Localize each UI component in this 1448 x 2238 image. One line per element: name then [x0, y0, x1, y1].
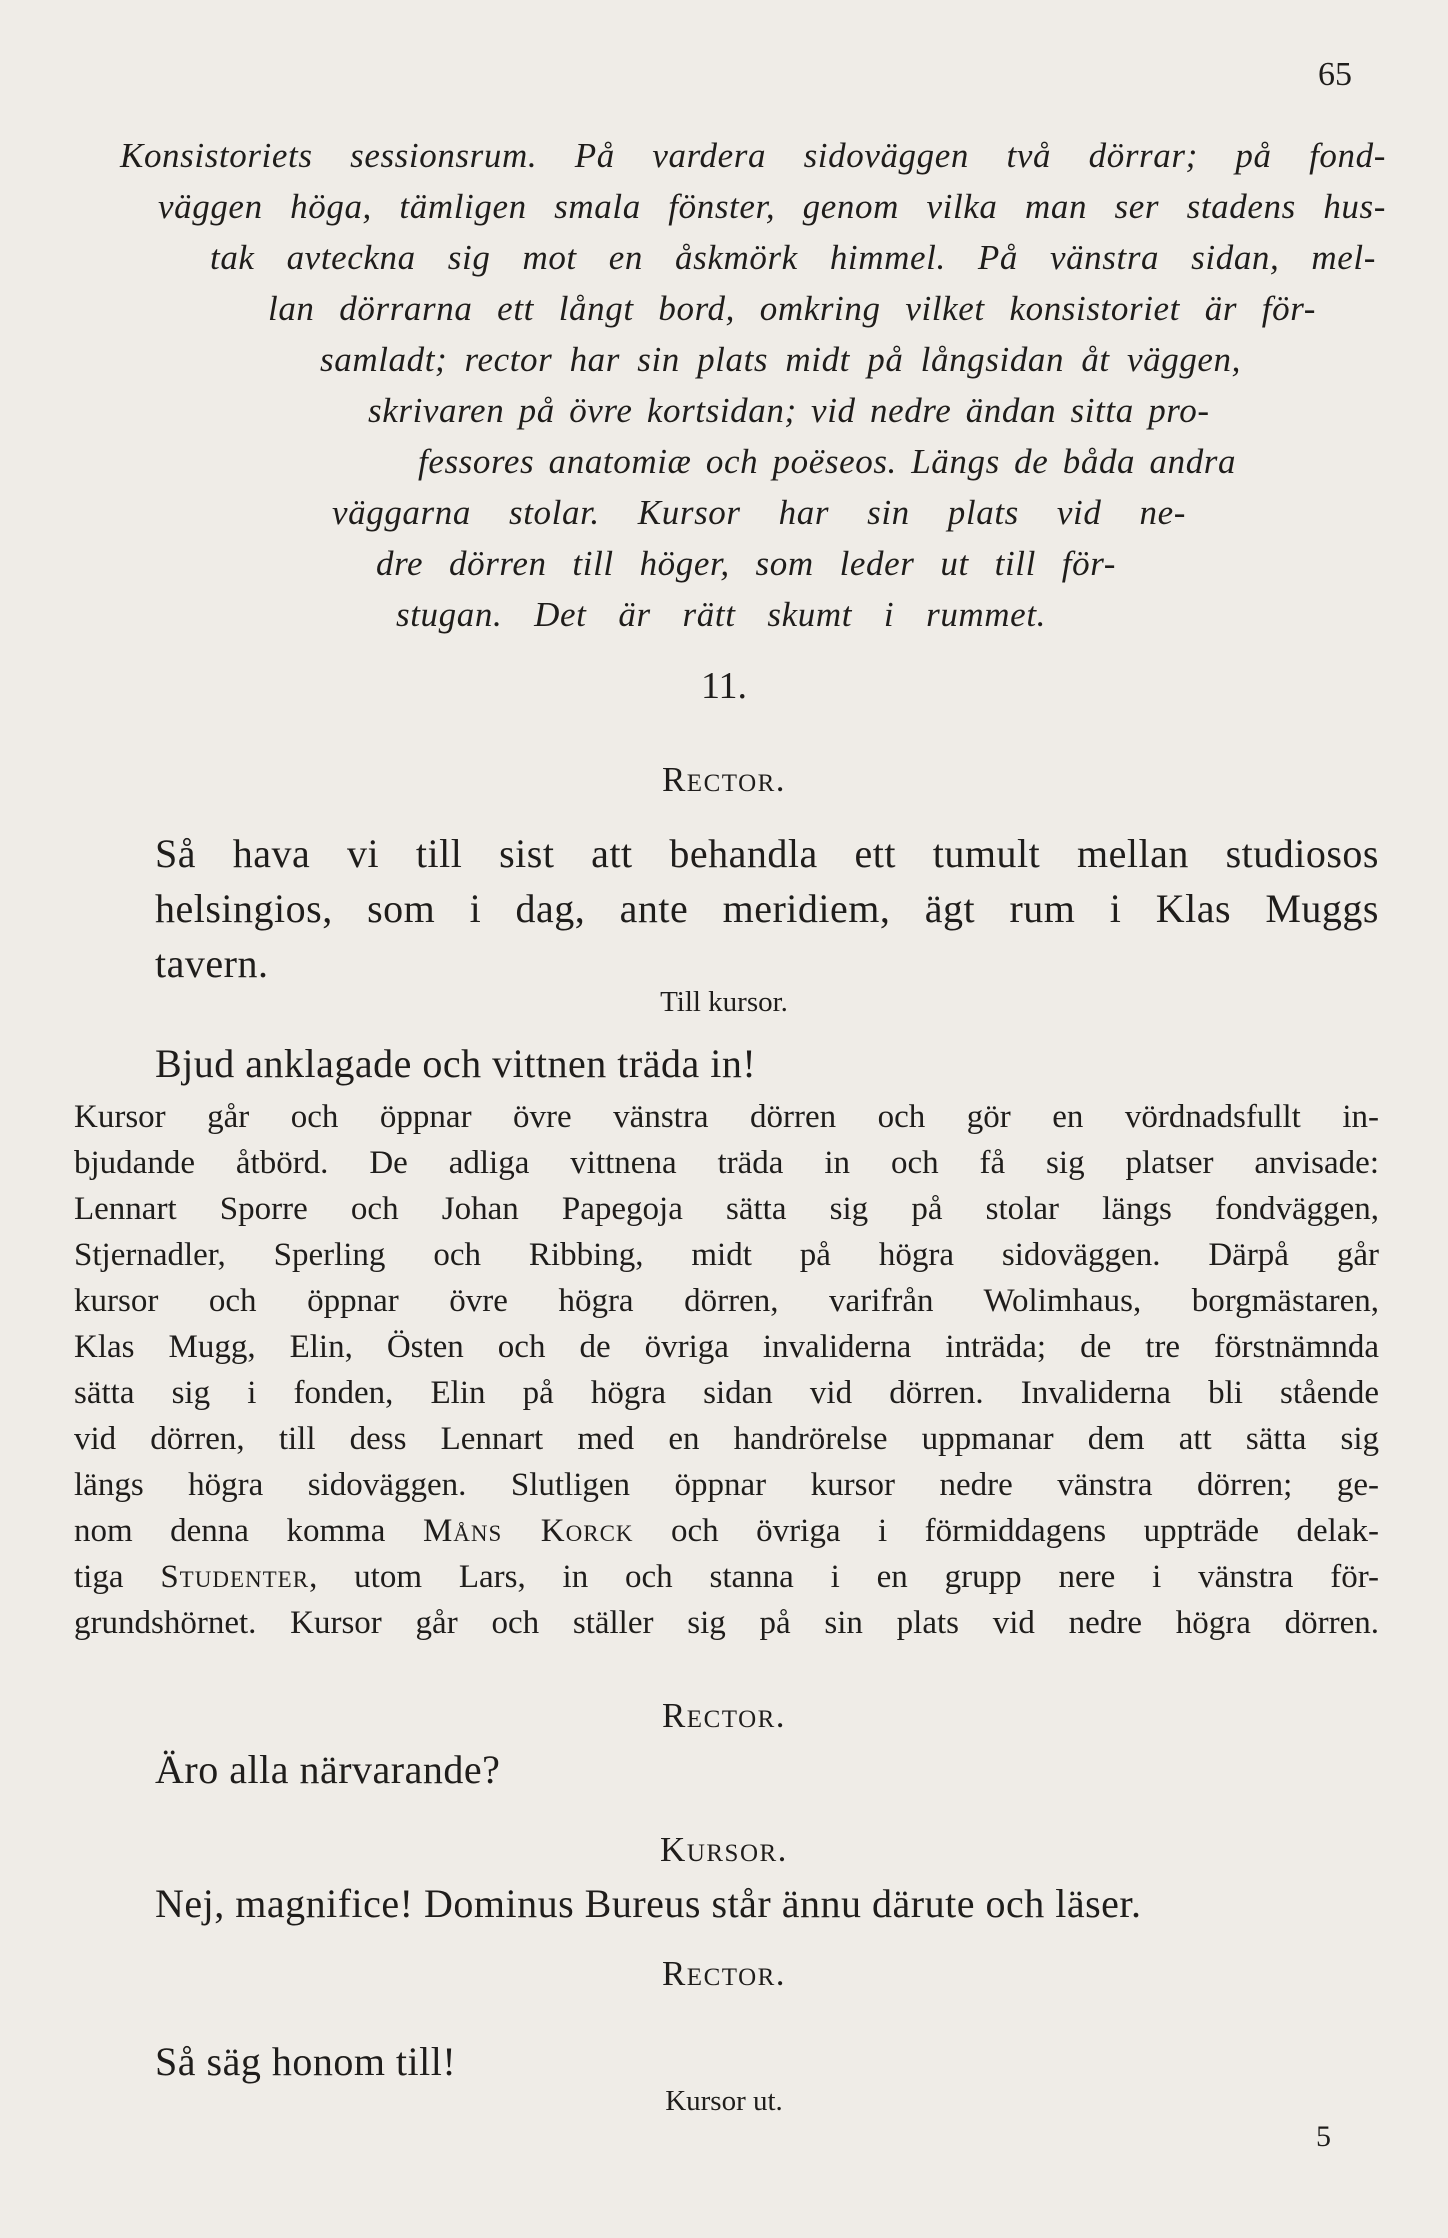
narration-text: och övriga i förmiddagens uppträde delak-: [633, 1513, 1379, 1549]
speech-line: Nej, magnifice! Dominus Bureus står ännu därute och läser.: [155, 1881, 1142, 1926]
narration-line: bjudande åtbörd. De adliga vittnena träda in och få sig platser anvisade:: [74, 1145, 1379, 1181]
stage-line: Konsistoriets sessionsrum. På vardera sidoväggen två dörrar; på fond-: [120, 136, 1386, 175]
stage-line: lan dörrarna ett långt bord, omkring vilket konsistoriet är för-: [268, 289, 1316, 328]
character-name: Studenter: [160, 1559, 310, 1595]
narration-line: vid dörren, till dess Lennart med en handrörelse uppmanar dem att sätta sig: [74, 1421, 1379, 1457]
speaker-name: Rector.: [661, 760, 787, 799]
stage-line: väggen höga, tämligen smala fönster, genom vilka man ser stadens hus-: [158, 187, 1386, 226]
speech: [155, 1742, 1379, 1797]
stage-line: skrivaren på övre kortsidan; vid nedre ändan sitta pro-: [368, 391, 1210, 430]
narration-line: Stjernadler, Sperling och Ribbing, midt på högra sidoväggen. Därpå går: [74, 1237, 1379, 1273]
stage-line: väggarna stolar. Kursor har sin plats vid ne-: [332, 493, 1186, 532]
page-number: 65: [1318, 56, 1352, 93]
narration-text: tiga: [74, 1559, 161, 1595]
speech-line: Så säg honom till!: [155, 2039, 457, 2084]
signature-mark: 5: [1316, 2120, 1331, 2153]
narration-line: längs högra sidoväggen. Slutligen öppnar kursor nedre vänstra dörren; ge-: [74, 1467, 1379, 1503]
speaker-name: Kursor.: [660, 1830, 788, 1869]
narration-line: sätta sig i fonden, Elin på högra sidan vid dörren. Invaliderna bli stående: [74, 1375, 1379, 1411]
stage-line: stugan. Det är rätt skumt i rummet.: [396, 595, 1046, 634]
narration-line: Klas Mugg, Elin, Östen och de övriga invaliderna inträda; de tre förstnämnda: [74, 1329, 1379, 1365]
intro-stage-direction: [120, 130, 1386, 640]
speech: [155, 1876, 1379, 1931]
speech: [155, 2034, 1379, 2089]
speech: [155, 826, 1379, 991]
speaker-name: Rector.: [661, 1954, 787, 1993]
speech-line: Äro alla närvarande?: [155, 1747, 501, 1792]
narration-line: kursor och öppnar övre högra dörren, varifrån Wolimhaus, borgmästaren,: [74, 1283, 1379, 1319]
speech-line: helsingios, som i dag, ante meridiem, ägt rum i Klas Muggs: [155, 886, 1379, 931]
stage-line: fessores anatomiæ och poëseos. Längs de båda andra: [418, 442, 1237, 481]
scene-number: 11.: [700, 665, 748, 707]
narration-line: [74, 1508, 1379, 1554]
speech: [155, 1036, 1379, 1091]
stage-line: tak avteckna sig mot en åskmörk himmel. På vänstra sidan, mel-: [210, 238, 1376, 277]
speech-line: tavern.: [155, 941, 269, 986]
stage-aside: Till kursor.: [660, 986, 788, 1018]
narration-line: Lennart Sporre och Johan Papegoja sätta sig på stolar längs fondväggen,: [74, 1191, 1379, 1227]
narration-line: grundshörnet. Kursor går och ställer sig på sin plats vid nedre högra dörren.: [74, 1605, 1379, 1641]
narration-line: Kursor går och öppnar övre vänstra dörren och gör en vördnadsfullt in-: [74, 1099, 1379, 1135]
stage-narration: [74, 1094, 1379, 1646]
speaker-name: Rector.: [661, 1696, 787, 1735]
stage-aside: Kursor ut.: [665, 2085, 783, 2117]
narration-line: [74, 1554, 1379, 1600]
speech-line: Så hava vi till sist att behandla ett tumult mellan studiosos: [155, 831, 1379, 876]
stage-line: samladt; rector har sin plats midt på långsidan åt väggen,: [320, 340, 1241, 379]
speech-line: Bjud anklagade och vittnen träda in!: [155, 1041, 757, 1086]
narration-text: nom denna komma: [74, 1513, 423, 1549]
narration-text: , utom Lars, in och stanna i en grupp nere i vänstra för-: [309, 1559, 1380, 1595]
character-name: Måns Korck: [422, 1513, 634, 1549]
stage-line: dre dörren till höger, som leder ut till för-: [376, 544, 1116, 583]
